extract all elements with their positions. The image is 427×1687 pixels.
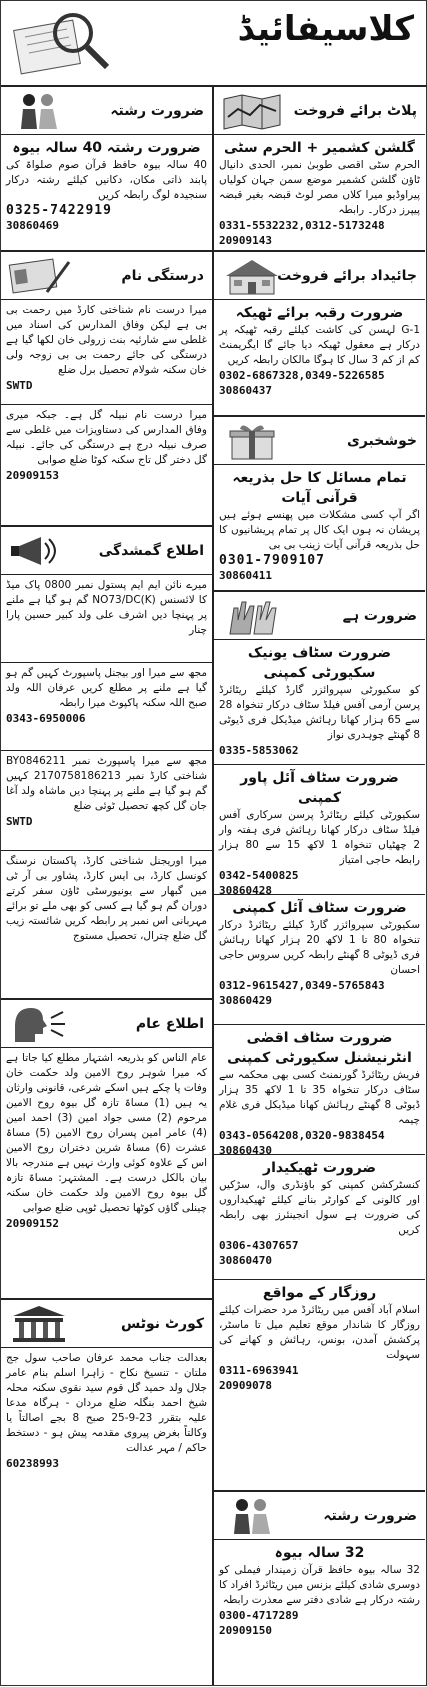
ad-quranic-solutions (214, 465, 425, 590)
ad-rishta-widow (1, 135, 212, 250)
ad-name-correction-2 (1, 405, 212, 523)
left-column (1, 87, 214, 1685)
section-title: ضرورت رشتہ (323, 1507, 417, 1524)
section-header (1, 1000, 212, 1048)
section-public-notice (1, 1000, 212, 1300)
ad-lost-pistol-license (1, 575, 212, 663)
section-plots (214, 87, 425, 252)
section-title: ضرورت رشتہ (110, 102, 204, 119)
ad-title: ضرورت سٹاف یونیک سکیورٹی کمپنی (247, 645, 392, 681)
ad-body: سکیورٹی کیلئے ریٹائرڈ پرسن سرکاری آفس فیلڈ سٹاف درکار کھانا رہائش فری ہفتہ وار 2 چھٹیاں تنخواہ 1 لاکھ 15 سے 80 ہزار رابطہ حاجی امتیاز (219, 809, 420, 866)
section-title: جائیداد برائے فروخت (277, 267, 417, 284)
section-wanted (214, 592, 425, 1492)
ad-body: بعدالت جناب محمد عرفان صاحب سول جج ملتان - تنسیخ نکاح - زاہرا اسلم بنام عامر جلال ولد حمید گل قوم سید نقوی سکنہ محلہ شیخ احمد بنگلہ ضلع مردان - ہرگاہ مدعا علیہ بتقرر 23-9-25 صبح 8 بجے اصالتاً یا وکالتاً بغرض پیروی مقدمہ پیش ہو - دستخط حاکم / مہر عدالت (6, 1352, 207, 1454)
ad-body: میرا درست نام شناختی کارڈ میں رحمت بی بی ہے لیکن وفاق المدارس کی اسناد میں غلطی سے شارئیہ بنت زرولی خان لکھا گیا ہے درستگی کی جائے رحمت بی بی زوجہ ولی خان سکنہ شولام تحصیل برل ضلع (6, 304, 207, 376)
section-rishta-left (1, 87, 212, 252)
ad-land-lease (214, 300, 425, 415)
ad-body: اگر آپ کسی مشکلات میں پھنسے ہوئے ہیں پریشان نہ ہوں ایک کال پر تمام پریشانیوں کا حل بذریعہ قرآنی آیات زینب بی بی (219, 509, 420, 551)
ad-unique-security (214, 640, 425, 765)
ad-code: 30860411 (219, 569, 272, 582)
ad-phone: 0325-7422919 (6, 203, 112, 218)
ad-code: 60238993 (6, 1457, 59, 1470)
section-name-change (1, 252, 212, 527)
section-title: کورٹ نوٹس (120, 1315, 204, 1332)
ad-body: مجھ سے میرا پاسپورٹ نمبر BY0846211 شناختی کارڈ نمبر 2170758186213 کہیں گم ہو گیا ہے ملنے پر پہنچا دیں ماشاہ ولد آغا جان گل کچھ تحصیل ٹوئی ضلع (6, 755, 207, 812)
ad-phone: 0331-5532232,0312-5173248 (219, 219, 385, 232)
id-card-icon (7, 256, 71, 296)
ad-lost-passport-1 (1, 663, 212, 751)
ad-code: 20909153 (6, 469, 59, 482)
ad-body: 40 سالہ بیوہ حافظ قرآن صوم صلواۃ کی پابند ذاتی مکان، دکانیں کیلئے رشتہ درکار سنجیدہ لوگ رابطہ کریں (6, 159, 207, 201)
ad-title: ضرورت سٹاف اقصٰی انٹرنیشنل سکیورٹی کمپنی (227, 1030, 412, 1066)
ad-phone: 0306-4307657 (219, 1239, 299, 1252)
ad-phone: 0342-5400825 (219, 869, 299, 882)
section-header (1, 87, 212, 135)
section-lost (1, 527, 212, 1000)
raised-hands-icon (220, 596, 284, 636)
ad-body: الحرم سٹی اقصی طوبیٰ نمبر، الحدی دانیال ٹاؤن گلشن کشمیر موضع سمن جہان کولیاں پیراوڈیو میرا کلاں مصر لوٹ قبضہ بغیر قبضہ پیپرز درکار۔ رابطہ (219, 159, 420, 216)
ad-title: ضرورت سٹاف آئل کمپنی (232, 900, 407, 916)
ad-code: 30860437 (219, 384, 272, 397)
gift-box-icon (220, 421, 284, 461)
courthouse-icon (7, 1304, 71, 1344)
section-court-notice (1, 1300, 212, 1685)
ad-contractor (214, 1155, 425, 1280)
section-good-news (214, 417, 425, 592)
ad-body: میرا اوریجنل شناختی کارڈ، پاکستان نرسنگ کونسل کارڈ، بی ایس کارڈ، پشاور بی آر ٹی میں گبھار سے یونیورسٹی ٹاؤن سفر کرتے دوران گم ہو گیا ہے کسی کو بھی ملے تو برائے مہربانی اس نمبر پر رابطہ کریں شائستہ زیب گل ضلع چترال، تحصیل مستوج (6, 855, 207, 942)
section-title: اطلاع عام (135, 1015, 204, 1032)
section-title: درستگی نام (121, 267, 204, 284)
ad-code: 20909150 (219, 1624, 272, 1637)
ad-phone: 0302-6867328,0349-5226585 (219, 369, 385, 382)
ad-code: 30860429 (219, 994, 272, 1007)
megaphone-icon (7, 531, 71, 571)
ad-title: روزگار کے مواقع (262, 1285, 377, 1301)
ad-body: مجھ سے میرا اور بیجنل پاسپورٹ کہیں گم ہو گیا ہے ملنے پر مطلع کریں عرفان اللہ ولد صبح اللہ سکنہ پاکپوٹ میرا رابطہ (6, 667, 207, 709)
ad-phone: 0343-6950006 (6, 712, 86, 725)
ad-code: 20909143 (219, 234, 272, 247)
ad-body: 32 سالہ بیوہ حافظ قرآن زمیندار فیملی کو دوسری شادی کیلئے بزنس مین ریٹائرڈ افراد کا رشتہ درکار ہے شادی دفتر سے معذرت رابطہ (219, 1564, 420, 1606)
ad-court-notice (1, 1348, 212, 1498)
magnifier-newspaper-icon (7, 7, 117, 77)
map-icon (220, 91, 284, 131)
section-title: پلاٹ برائے فروخت (293, 102, 417, 119)
ad-name-correction-1 (1, 300, 212, 405)
ad-code: 30860430 (219, 1144, 272, 1155)
section-header (1, 527, 212, 575)
section-rishta-right (214, 1492, 425, 1687)
ad-public-notice-heirs (1, 1048, 212, 1298)
ad-body: عام الناس کو بذریعہ اشتہار مطلع کیا جاتا ہے کہ میرا شوہر روح الامین ولد حکمت خان وفات پا چکے ہیں اسکے شرعی، قانونی وارثان یہ ہیں (1) مساۃ تازہ گل بیوہ روح الامین مرحوم (2) مسی جواد امین (3) احمد امین (4) عامر امین پسران روح الامین (5) مساۃ عشرت (6) مساۃ شرین دختران روح الامین اس کے علاوہ کوئی وارث نہیں ہے مندرجہ بالا بیان بالکل درست ہے۔ المشتہر: مساۃ تازہ گل بیوہ روح الامین ولد حکمت خان سکنہ چینلی گاؤں کوٹھا تحصیل ٹوپی ضلع صوابی (6, 1052, 207, 1214)
ad-body: G-1 لہسن کی کاشت کیلئے رقبہ ٹھیکہ پر درکار ہے معقول ٹھیکہ دیا جائے گا ایگریمنٹ کم از کم 3 سال کا ہوگا مالکان رابطہ کریں (219, 324, 420, 366)
ad-title: ضرورت ٹھیکیدار (263, 1160, 376, 1176)
couple-icon (220, 1496, 284, 1536)
ad-body: اسلام آباد آفس میں ریٹائرڈ مرد حضرات کیلئے روزگار کا شاندار موقع تعلیم میل تا ماسٹر، پرکشش آمدن، بونس، رہائش و کھانے کی سہولت (219, 1304, 420, 1361)
masthead (1, 1, 427, 87)
ad-body: سکیورٹی سپروائزر گارڈ کیلئے ریٹائرڈ درکار تنخواہ 80 تا 1 لاکھ 20 ہزار کھانا رہائش فری ڈیوٹی 8 گھنٹے رابطہ کریں سروس حاجی احسان (219, 919, 421, 976)
ad-body: میرے نائن ایم ایم پستول نمبر 0800 پاک میڈ کا لائسنس (NO73/DC(K گم ہو گیا ہے ملنے پر پہنچا دیں اشرف علی ولد کبیر حسین پارا چنار (6, 579, 207, 636)
section-title: ضرورت ہے (342, 607, 417, 624)
house-icon (220, 256, 284, 296)
ad-body: میرا درست نام نبیلہ گل ہے۔ جبکہ میری وفاق المدارس کی دستاویزات میں غلطی سے صرف نبیلہ درج ہے درستگی کی جائے۔ نبیلہ گل دختر گل تاج سکنہ کوٹا ضلع صوابی (6, 409, 207, 466)
ad-phone: 0300-4717289 (219, 1609, 299, 1622)
page-title: کلاسیفائیڈ (237, 9, 414, 49)
ad-code: 20909152 (6, 1217, 59, 1230)
section-header (214, 1492, 425, 1540)
ad-oil-company (214, 895, 425, 1025)
ad-lost-cards (1, 851, 212, 996)
section-property (214, 252, 425, 417)
section-header (214, 252, 425, 300)
ad-phone: 0301-7909107 (219, 553, 325, 568)
ad-body: کنسٹرکشن کمپنی کو باؤنڈری وال، سڑکیں اور کالونی کے کوارٹر بنانے کیلئے ٹھیکیداروں کی ضرورت ہے سول انجینئرز بھی رابطہ کریں (219, 1179, 420, 1236)
ad-lost-passport-2 (1, 751, 212, 851)
ad-title: ضرورت رشتہ 40 سالہ بیوہ (12, 140, 201, 156)
ad-title: ضرورت رقبہ برائے ٹھیکہ (235, 305, 404, 321)
section-header (1, 252, 212, 300)
ad-body: فریش ریٹائرڈ گورنمنٹ کسی بھی محکمہ سے سٹاف درکار تنخواہ 35 تا 1 لاکھ 35 ہزار ڈیوٹی 8 گھنٹے رہائش کھانا میڈیکل فری غلام چیمہ (219, 1069, 420, 1126)
speaking-head-icon (7, 1004, 71, 1044)
ad-gulshan-kashmir (214, 135, 425, 250)
ad-tag: SWTD (6, 815, 33, 828)
ad-tag: SWTD (6, 379, 33, 392)
ad-phone: 0335-5853062 (219, 744, 299, 757)
right-column (214, 87, 425, 1687)
ad-title: گلشن کشمیر + الحرم سٹی (224, 140, 415, 156)
ad-phone: 0311-6963941 (219, 1364, 299, 1377)
section-header (214, 417, 425, 465)
ad-code: 20909078 (219, 1379, 272, 1392)
ad-job-opportunity (214, 1280, 425, 1410)
ad-body: کو سکیورٹی سپروائزر گارڈ کیلئے ریٹائرڈ پرسن آرمی آفس فیلڈ سٹاف درکار تنخواہ 28 سے 65 ہزار کھانا رہائش میڈیکل فری ڈیوٹی 8 گھنٹے چوہدری نواز (219, 684, 420, 741)
ad-oil-power-company (214, 765, 425, 895)
ad-code: 30860470 (219, 1254, 272, 1267)
ad-aqsa-security (214, 1025, 425, 1155)
ad-code: 30860428 (219, 884, 272, 895)
ad-phone: 0343-0564208,0320-9838454 (219, 1129, 385, 1142)
couple-icon (7, 91, 71, 131)
section-header (1, 1300, 212, 1348)
section-title: خوشخبری (347, 432, 417, 449)
ad-title: 32 سالہ بیوہ (274, 1545, 365, 1561)
section-header (214, 592, 425, 640)
section-title: اطلاع گمشدگی (98, 542, 204, 559)
section-header (214, 87, 425, 135)
ad-phone: 0312-9615427,0349-5765843 (219, 979, 385, 992)
ad-title: ضرورت سٹاف آئل پاور کمپنی (240, 770, 399, 806)
ad-title: تمام مسائل کا حل بذریعہ قرآنی آیات (232, 470, 407, 506)
ad-code: 30860469 (6, 219, 59, 232)
ad-rishta-widow-32 (214, 1540, 425, 1685)
